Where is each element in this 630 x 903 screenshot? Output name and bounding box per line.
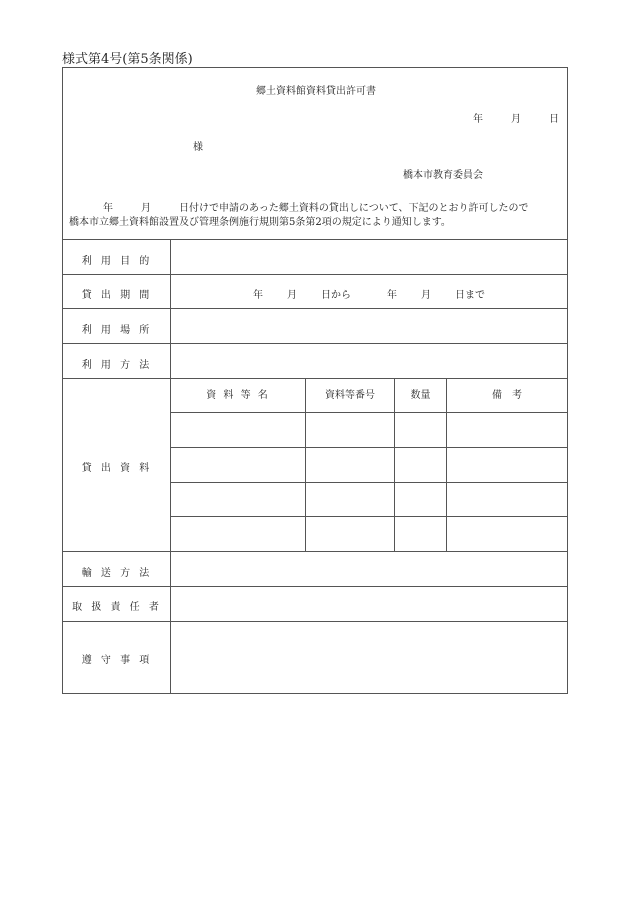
label-materials: 貸 出 資 料 xyxy=(81,463,153,474)
body-month: 月 xyxy=(141,203,151,214)
form-title: 郷土資料館資料貸出許可書 xyxy=(256,86,376,97)
period-day-end: 日まで xyxy=(455,290,485,301)
divider xyxy=(63,343,567,344)
material-column-divider xyxy=(446,378,447,551)
material-column-divider xyxy=(394,378,395,551)
issuer: 橋本市教育委員会 xyxy=(403,170,483,181)
divider xyxy=(63,274,567,275)
divider xyxy=(63,621,567,622)
period-year-end: 年 xyxy=(387,290,397,301)
label-transport: 輸 送 方 法 xyxy=(81,568,153,579)
body-line-2: 橋本市立郷土資料館設置及び管理条例施行規則第5条第2項の規定により通知します。 xyxy=(69,217,451,228)
divider xyxy=(63,551,567,552)
header-material-name: 資 料 等 名 xyxy=(206,390,270,401)
divider xyxy=(63,586,567,587)
divider xyxy=(171,516,567,517)
divider xyxy=(171,412,567,413)
body-year: 年 xyxy=(103,203,113,214)
form-number: 様式第4号(第5条関係) xyxy=(62,52,193,67)
header-quantity: 数量 xyxy=(410,390,431,401)
divider xyxy=(63,239,567,240)
date-line xyxy=(473,110,559,125)
divider xyxy=(171,482,567,483)
period-year-start: 年 xyxy=(253,290,263,301)
date-year: 年 xyxy=(473,114,483,125)
period-month-start: 月 xyxy=(287,290,297,301)
period-range xyxy=(253,286,485,301)
body-text: 日付けで申請のあった郷土資料の貸出しについて、下記のとおり許可したので xyxy=(179,203,529,214)
period-day-start: 日から xyxy=(321,290,351,301)
header-remarks: 備 考 xyxy=(492,390,522,401)
label-manager: 取 扱 責 任 者 xyxy=(72,602,162,613)
recipient-honorific: 様 xyxy=(193,142,203,153)
label-period: 貸 出 期 間 xyxy=(81,290,153,301)
header-material-number: 資料等番号 xyxy=(325,390,375,401)
divider xyxy=(171,447,567,448)
divider xyxy=(63,308,567,309)
date-month: 月 xyxy=(511,114,521,125)
date-day: 日 xyxy=(549,114,559,125)
label-method: 利 用 方 法 xyxy=(81,360,153,371)
label-rules: 遵 守 事 項 xyxy=(81,655,153,666)
label-place: 利 用 場 所 xyxy=(81,325,153,336)
permit-form xyxy=(62,67,568,694)
material-column-divider xyxy=(305,378,306,551)
period-month-end: 月 xyxy=(421,290,431,301)
body-line-1 xyxy=(103,199,529,214)
label-purpose: 利 用 目 的 xyxy=(81,256,153,267)
divider xyxy=(63,378,567,379)
